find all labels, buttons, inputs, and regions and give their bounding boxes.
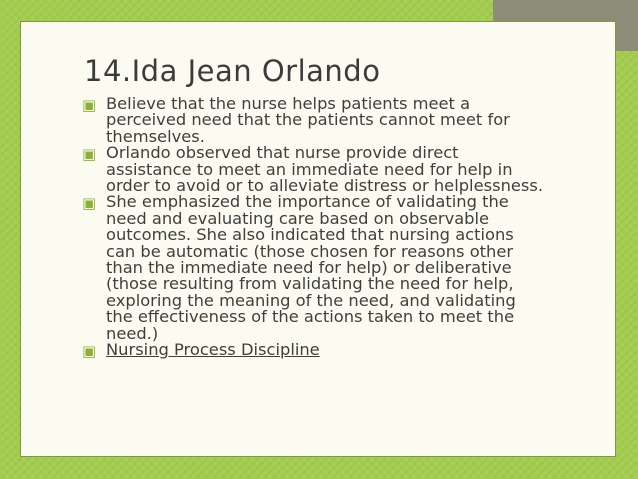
bullet-item xyxy=(82,96,544,145)
square-bullet-icon: ▣ xyxy=(82,342,97,361)
bullet-list xyxy=(82,96,544,359)
bullet-item xyxy=(82,340,544,361)
bullet-text: She emphasized the importance of validating the need and evaluating care based on observable outcomes. She also indicated that nursing actions can be automatic (those chosen for reasons other than the immediate need for help) or deliberative (those resulting from validating the need for help, exploring the meaning of the need, and validating the effectiveness of the actions taken to meet the need.) xyxy=(106,192,516,343)
square-bullet-icon: ▣ xyxy=(82,96,97,114)
nursing-process-discipline-link[interactable]: Nursing Process Discipline xyxy=(106,340,320,360)
square-bullet-icon: ▣ xyxy=(82,194,97,213)
square-bullet-icon: ▣ xyxy=(82,145,97,164)
bullet-item xyxy=(82,145,544,194)
slide-title: 14.Ida Jean Orlando xyxy=(84,54,381,88)
bullet-text: Believe that the nurse helps patients meet a perceived need that the patients cannot meet for themselves. xyxy=(106,94,510,146)
bullet-text: Orlando observed that nurse provide direct assistance to meet an immediate need for help in order to avoid or to alleviate distress or helplessness. xyxy=(106,143,544,196)
bullet-item xyxy=(82,194,544,342)
